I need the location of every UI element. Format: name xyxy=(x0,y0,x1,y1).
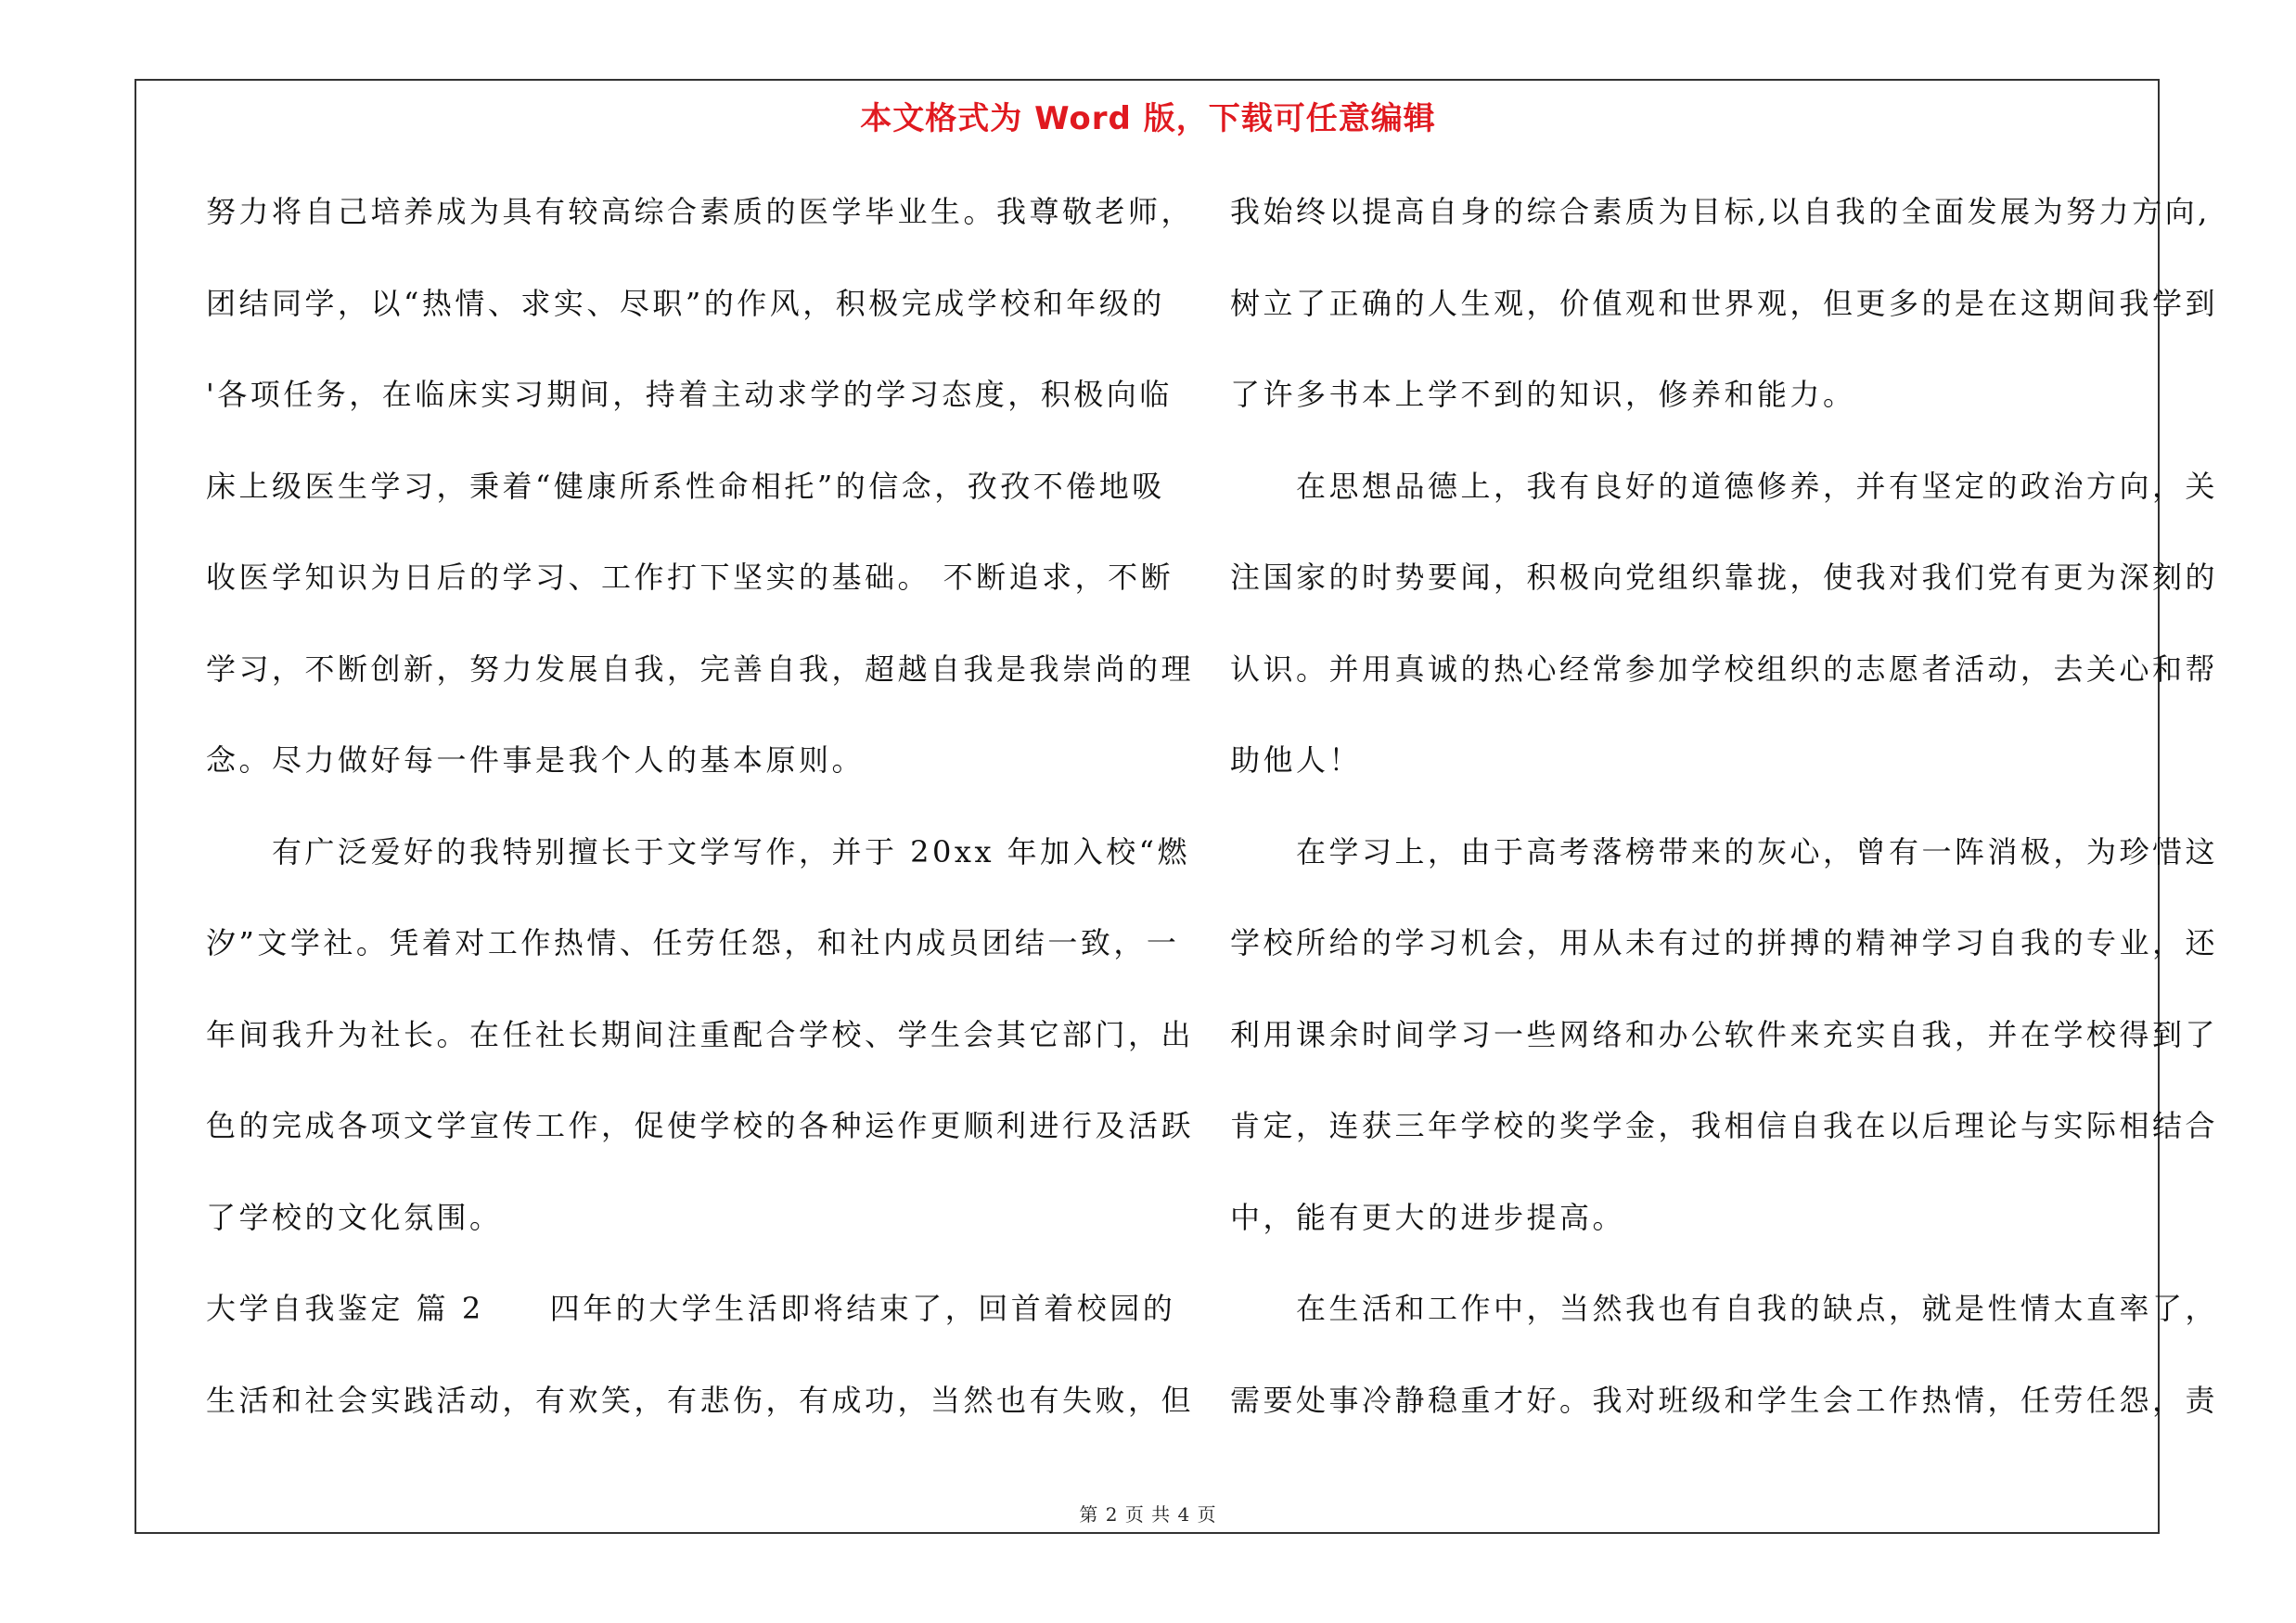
text-line: '各项任务，在临床实习期间，持着主动求学的学习态度，积极向临 xyxy=(206,377,1173,412)
text-line: 中，能有更大的进步提高。 xyxy=(1230,1199,1626,1235)
page-number: 第 2 页 共 4 页 xyxy=(1079,1503,1217,1526)
text-line: 在思想品德上，我有良好的道德修养，并有坚定的政治方向，关 xyxy=(1230,468,2219,504)
text-line: 注国家的时势要闻，积极向党组织靠拢，使我对我们党有更为深刻的 xyxy=(1230,560,2219,595)
left-text-column xyxy=(206,184,1194,1463)
text-line: 念。尽力做好每一件事是我个人的基本原则。 xyxy=(206,742,866,778)
text-line: 了许多书本上学不到的知识，修养和能力。 xyxy=(1230,377,1856,412)
right-text-column xyxy=(1230,184,2218,1463)
text-line: 生活和社会实践活动，有欢笑，有悲伤，有成功，当然也有失败，但 xyxy=(206,1382,1195,1418)
text-line: 我始终以提高自身的综合素质为目标,以自我的全面发展为努力方向, xyxy=(1230,194,2211,229)
text-line: 学校所给的学习机会，用从未有过的拼搏的精神学习自我的专业，还 xyxy=(1230,925,2219,960)
text-line: 助他人！ xyxy=(1230,742,1363,778)
text-line: 汐”文学社。凭着对工作热情、任劳任怨，和社内成员团结一致，一 xyxy=(206,925,1180,960)
text-line: 了学校的文化氛围。 xyxy=(206,1199,503,1235)
text-line: 树立了正确的人生观，价值观和世界观，但更多的是在这期间我学到 xyxy=(1230,285,2219,321)
text-line: 有广泛爱好的我特别擅长于文学写作，并于 20xx 年加入校“燃 xyxy=(206,833,1191,869)
text-line: 认识。并用真诚的热心经常参加学校组织的志愿者活动，去关心和帮 xyxy=(1230,650,2219,687)
text-line: 年间我升为社长。在任社长期间注重配合学校、学生会其它部门，出 xyxy=(206,1016,1195,1052)
text-line: 学习，不断创新，努力发展自我，完善自我，超越自我是我崇尚的理 xyxy=(206,650,1195,687)
section-heading-line: 大学自我鉴定 篇 2 四年的大学生活即将结束了，回首着校园的 xyxy=(206,1291,1176,1326)
text-line: 肯定，连获三年学校的奖学金，我相信自我在以后理论与实际相结合 xyxy=(1230,1108,2219,1143)
text-line: 床上级医生学习，秉着“健康所系性命相托”的信念，孜孜不倦地吸 xyxy=(206,468,1165,504)
text-line: 在生活和工作中，当然我也有自我的缺点，就是性情太直率了， xyxy=(1230,1291,2219,1326)
text-line: 收医学知识为日后的学习、工作打下坚实的基础。 不断追求，不断 xyxy=(206,560,1174,595)
text-line: 努力将自己培养成为具有较高综合素质的医学毕业生。我尊敬老师， xyxy=(206,194,1195,229)
text-line: 利用课余时间学习一些网络和办公软件来充实自我，并在学校得到了 xyxy=(1230,1016,2219,1052)
text-line: 色的完成各项文学宣传工作，促使学校的各种运作更顺利进行及活跃 xyxy=(206,1108,1195,1143)
text-line: 团结同学，以“热情、求实、尽职”的作风，积极完成学校和年级的 xyxy=(206,285,1165,321)
text-line: 在学习上，由于高考落榜带来的灰心，曾有一阵消极，为珍惜这 xyxy=(1230,833,2219,869)
document-banner: 本文格式为 Word 版，下载可任意编辑 xyxy=(860,100,1436,137)
text-line: 需要处事冷静稳重才好。我对班级和学生会工作热情，任劳任怨，责 xyxy=(1230,1382,2219,1418)
